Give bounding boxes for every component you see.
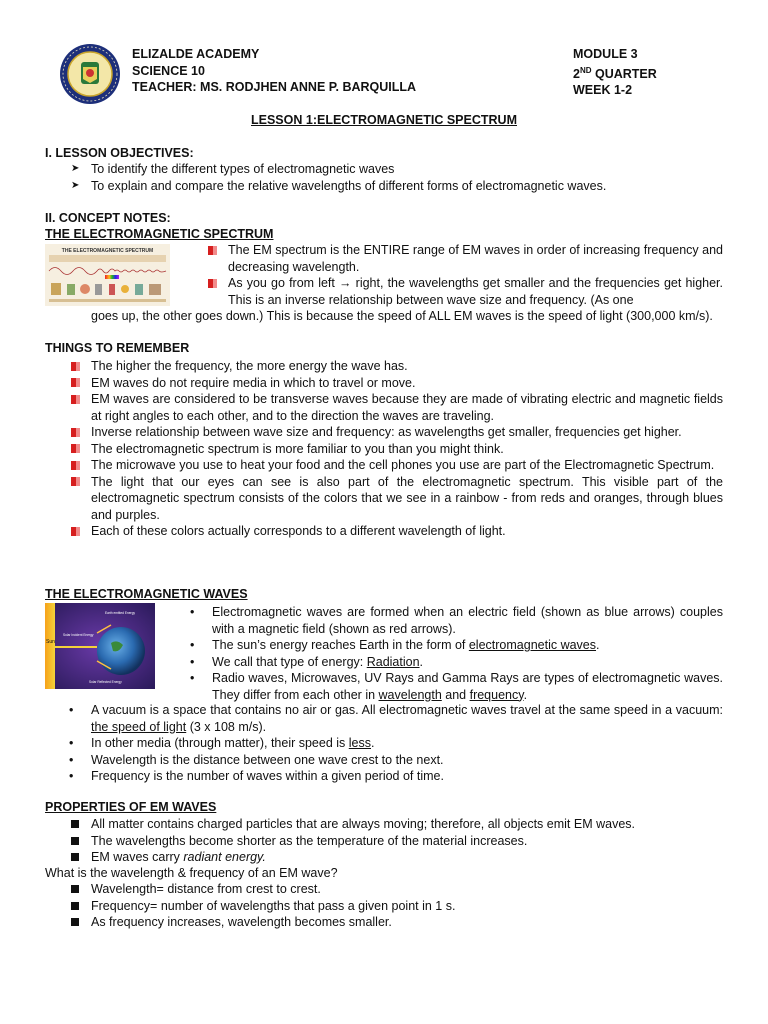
- spectrum-diagram-image: [45, 244, 170, 306]
- list-item: The EM spectrum is the ENTIRE range of EM waves in order of increasing frequency and decreasing wavelength.: [228, 243, 723, 274]
- quarter-label: [573, 63, 657, 83]
- list-item: ➤ To identify the different types of electromagnetic waves: [91, 161, 731, 178]
- spectrum-subheading: THE ELECTROMAGNETIC SPECTRUM: [45, 227, 274, 241]
- list-item: All matter contains charged particles that are always moving; therefore, all objects emit EM waves.: [91, 816, 723, 833]
- properties-heading: PROPERTIES OF EM WAVES: [45, 800, 217, 814]
- em-waves-right-list: [212, 604, 723, 703]
- list-item: Frequency= number of wavelengths that pass a given point in 1 s.: [91, 898, 723, 915]
- list-item: [212, 637, 723, 654]
- list-item: [212, 654, 723, 671]
- text-run: We call that type of energy:: [212, 654, 367, 669]
- list-item: Each of these colors actually corresponds to a different wavelength of light.: [91, 523, 723, 540]
- remember-list: [91, 358, 723, 540]
- underlined-term: wavelength: [378, 687, 442, 702]
- teacher-name: TEACHER: MS. RODJHEN ANNE P. BARQUILLA: [132, 80, 417, 94]
- list-item: [91, 849, 723, 866]
- sun-earth-energy-image: [45, 603, 155, 689]
- sun-label: Sun: [46, 639, 55, 645]
- wave-question: What is the wavelength & frequency of an EM wave?: [45, 866, 338, 880]
- list-item: • Electromagnetic waves are formed when an electric field (shown as blue arrows) couples with a magnetic field (shown as red arrows).: [212, 604, 723, 637]
- underlined-term: electromagnetic waves: [468, 638, 597, 652]
- text-run: EM waves carry: [91, 850, 184, 864]
- text-run: In other media (through matter), their speed is: [91, 736, 349, 750]
- text-run: Radio waves, Microwaves, UV Rays and Gamma Rays are types of electromagnetic waves. They differ from each other in: [212, 671, 723, 702]
- spectrum-point-continued: goes up, the other goes down.) This is because the speed of ALL EM waves is the speed of light (300,000 km/s).: [91, 309, 713, 323]
- school-name: ELIZALDE ACADEMY: [132, 47, 260, 61]
- earth-emitted-label: Earth emitted Energy: [105, 611, 135, 615]
- underlined-term: the speed of light: [91, 719, 187, 734]
- list-item: • Wavelength is the distance between one wave crest to the next.: [91, 752, 723, 769]
- text-run: The sun’s energy reaches Earth in the form of: [212, 638, 469, 652]
- underlined-term: Radiation: [366, 654, 420, 669]
- list-item: [212, 670, 723, 703]
- text-run: .: [371, 736, 375, 750]
- week-label: WEEK 1-2: [573, 83, 633, 97]
- quarter-suffix: ND: [579, 65, 592, 75]
- em-waves-heading: THE ELECTROMAGNETIC WAVES: [45, 587, 248, 601]
- solar-reflected-label: Solar Reflected Energy: [89, 680, 122, 684]
- italic-term: radiant energy.: [183, 850, 266, 864]
- header-left: [132, 46, 416, 96]
- properties-list: [91, 816, 723, 866]
- module-label: MODULE 3: [573, 47, 638, 61]
- text-run: (3 x 108 m/s).: [186, 719, 267, 734]
- objectives-heading: I. LESSON OBJECTIVES:: [45, 146, 194, 160]
- list-item: [91, 735, 723, 752]
- concept-heading: II. CONCEPT NOTES:: [45, 211, 171, 225]
- spectrum-image-caption: THE ELECTROMAGNETIC SPECTRUM: [61, 248, 154, 254]
- list-item: EM waves are considered to be transverse waves because they are made of vibrating electric and magnetic fields at right angles to each other, and to the direction the waves are traveling.: [91, 392, 723, 423]
- header-right: [573, 46, 657, 99]
- list-item: Wavelength= distance from crest to crest.: [91, 881, 723, 898]
- underlined-term: less: [348, 736, 371, 750]
- em-waves-full-list: [91, 702, 723, 785]
- quarter-number: 2: [573, 66, 580, 81]
- text-run: A vacuum is a space that contains no air or gas. All electromagnetic waves travel at the same speed in a vacuum:: [91, 703, 723, 717]
- list-item: ➤ To explain and compare the relative wavelengths of different forms of electromagnetic waves.: [91, 178, 731, 195]
- underlined-term: frequency: [469, 687, 524, 702]
- subject-name: SCIENCE 10: [132, 63, 205, 78]
- quarter-word: QUARTER: [591, 66, 657, 81]
- list-item: The microwave you use to heat your food and the cell phones you use are part of the Electromagnetic Spectrum.: [91, 457, 723, 474]
- list-item: EM waves do not require media in which to travel or move.: [91, 375, 723, 392]
- list-item: Inverse relationship between wave size and frequency: as wavelengths get smaller, frequencies get higher.: [91, 424, 723, 441]
- text-run: .: [523, 687, 528, 702]
- remember-heading: THINGS TO REMEMBER: [45, 341, 190, 355]
- list-item: The light that our eyes can see is also part of the electromagnetic spectrum. This visible part of the electromagnetic spectrum consists of the colors that we see in a rainbow - from reds and oranges, through blues and purples.: [91, 474, 723, 522]
- list-item: As frequency increases, wavelength becomes smaller.: [91, 914, 723, 931]
- list-item: As you go from left → right, the wavelengths get smaller and the frequencies get higher. This is an inverse relationship between wave size and frequency. (As one: [228, 276, 723, 307]
- list-item: • Frequency is the number of waves within a given period of time.: [91, 768, 723, 785]
- list-item: The wavelengths become shorter as the temperature of the material increases.: [91, 833, 723, 850]
- spectrum-points-list: [228, 242, 723, 308]
- lesson-title: LESSON 1:ELECTROMAGNETIC SPECTRUM: [251, 113, 517, 127]
- list-item: The higher the frequency, the more energy the wave has.: [91, 358, 723, 375]
- list-item: The electromagnetic spectrum is more familiar to you than you might think.: [91, 441, 723, 458]
- text-run: and: [441, 687, 470, 702]
- text-run: .: [419, 654, 424, 669]
- solar-incident-label: Solar Incident Energy: [63, 633, 94, 637]
- objectives-list: [91, 161, 731, 194]
- text-run: .: [596, 638, 600, 652]
- wave-answers-list: [91, 881, 723, 931]
- school-seal-logo: [59, 43, 121, 105]
- list-item: [91, 702, 723, 735]
